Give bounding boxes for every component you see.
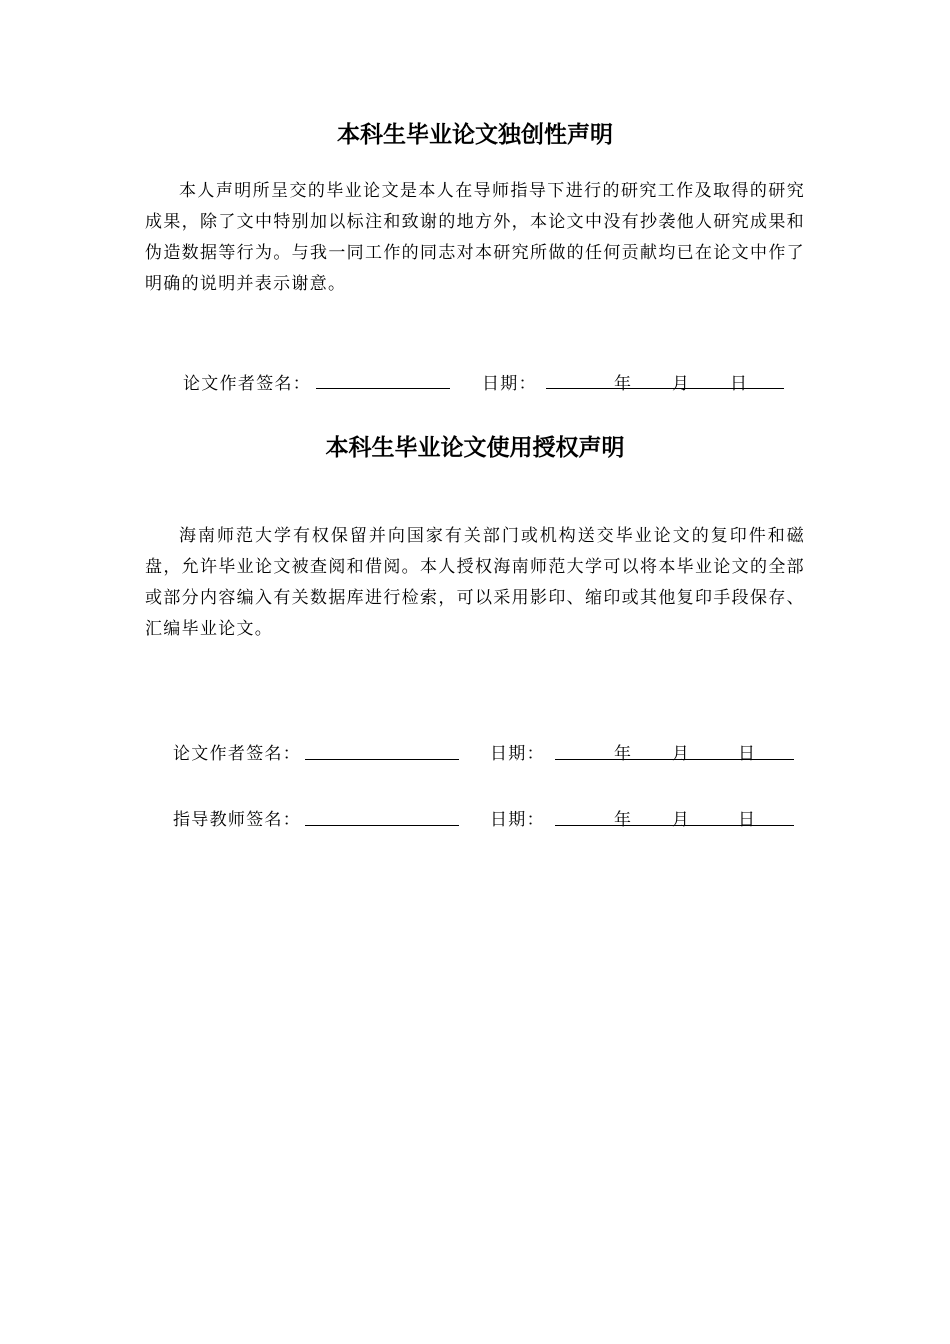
originality-body: 本人声明所呈交的毕业论文是本人在导师指导下进行的研究工作及取得的研究成果，除了文中特别加以标注和致谢的地方外，本论文中没有抄袭他人研究成果和伪造数据等行为。与我一同工作的同志对本研究所做的任何贡献均已在论文中作了明确的说明并表示谢意。 — [145, 181, 805, 294]
originality-date-field[interactable] — [546, 387, 784, 389]
authorization-advisor-year-label: 年 — [614, 810, 631, 830]
authorization-advisor-month-label: 月 — [672, 810, 689, 830]
authorization-body: 海南师范大学有权保留并向国家有关部门或机构送交毕业论文的复印件和磁盘，允许毕业论文被查阅和借阅。本人授权海南师范大学可以将本毕业论文的全部或部分内容编入有关数据库进行检索，可以采用影印、缩印或其他复印手段保存、汇编毕业论文。 — [145, 526, 805, 639]
authorization-author-date-label: 日期： — [490, 744, 545, 764]
originality-author-sign-field[interactable] — [316, 387, 450, 389]
authorization-advisor-sign-field[interactable] — [305, 824, 459, 826]
authorization-author-sign-field[interactable] — [305, 758, 459, 760]
authorization-author-sign-label: 论文作者签名： — [173, 744, 302, 764]
authorization-author-day-label: 日 — [738, 744, 755, 764]
authorization-advisor-sign-label: 指导教师签名： — [173, 810, 302, 830]
authorization-author-year-label: 年 — [614, 744, 631, 764]
originality-author-sign-label: 论文作者签名： — [183, 374, 312, 394]
originality-year-label: 年 — [614, 374, 631, 394]
authorization-advisor-date-label: 日期： — [490, 810, 545, 830]
originality-month-label: 月 — [672, 374, 689, 394]
authorization-author-month-label: 月 — [672, 744, 689, 764]
authorization-title: 本科生毕业论文使用授权声明 — [325, 435, 625, 461]
originality-title: 本科生毕业论文独创性声明 — [337, 122, 613, 148]
originality-day-label: 日 — [730, 374, 747, 394]
originality-date-label: 日期： — [482, 374, 537, 394]
authorization-advisor-day-label: 日 — [738, 810, 755, 830]
